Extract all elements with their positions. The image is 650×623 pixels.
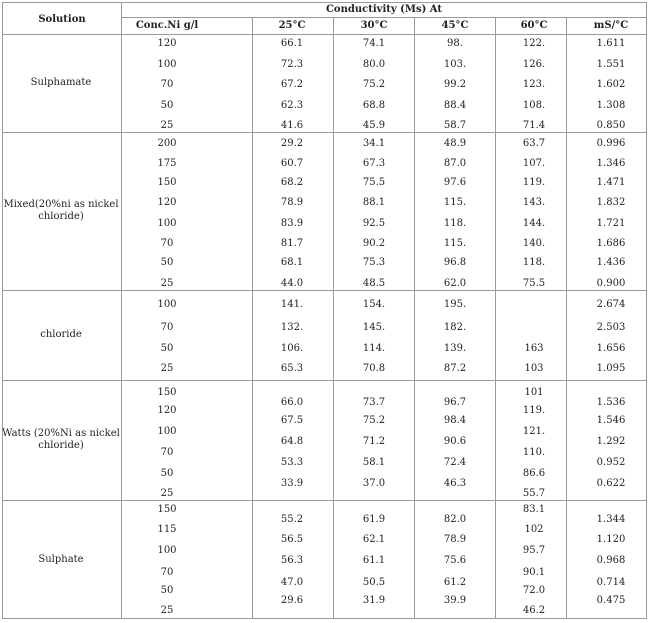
table-cell: 107. [522, 158, 546, 169]
table-cell: 1.611 [596, 38, 626, 49]
table-cell: 88.1 [362, 197, 386, 208]
table-cell: 200 [157, 138, 177, 149]
table-cell: 96.8 [443, 257, 467, 268]
table-cell: 140. [522, 238, 546, 249]
table-cell: 100 [157, 545, 177, 556]
table-cell: 68.2 [280, 177, 304, 188]
table-cell: 86.6 [522, 468, 546, 479]
table-cell: 83.9 [280, 218, 304, 229]
table-cell: 70 [160, 322, 174, 333]
table-cell: 92.5 [362, 218, 386, 229]
table-cell: 1.602 [596, 79, 626, 90]
table-cell: 101 [524, 387, 544, 398]
table-cell: 0.968 [596, 555, 626, 566]
table-cell: 2.674 [596, 299, 626, 310]
table-cell: 75.6 [443, 555, 467, 566]
solution-name: Sulphate [38, 554, 84, 565]
table-cell: 118. [443, 218, 467, 229]
table-cell: 1.095 [596, 363, 626, 374]
table-cell: 72.4 [443, 457, 467, 468]
table-border-top [2, 2, 647, 3]
table-cell: 68.8 [362, 100, 386, 111]
table-cell: 31.9 [362, 595, 386, 606]
header-column: 25°C [278, 20, 306, 31]
table-cell: 154. [362, 299, 386, 310]
table-cell: 108. [522, 100, 546, 111]
table-cell: 100 [157, 299, 177, 310]
table-cell: 126. [522, 59, 546, 70]
table-cell: 1.721 [596, 218, 626, 229]
table-cell: 82.0 [443, 514, 467, 525]
table-cell: 1.346 [596, 158, 626, 169]
conductivity-table [2, 2, 647, 619]
table-cell: 1.656 [596, 343, 626, 354]
table-cell: 75.3 [362, 257, 386, 268]
table-cell: 70 [160, 567, 174, 578]
table-cell: 1.536 [596, 397, 626, 408]
table-cell: 1.436 [596, 257, 626, 268]
table-cell: 25 [160, 363, 174, 374]
table-cell: 87.2 [443, 363, 467, 374]
table-cell: 88.4 [443, 100, 467, 111]
solution-name: Mixed(20%ni as nickel chloride) [3, 199, 119, 222]
table-cell: 75.5 [362, 177, 386, 188]
table-cell: 90.6 [443, 436, 467, 447]
table-cell: 145. [362, 322, 386, 333]
table-cell: 46.2 [522, 605, 546, 616]
table-cell: 66.1 [280, 38, 304, 49]
header-subline [121, 17, 647, 18]
table-cell: 63.7 [522, 138, 546, 149]
table-cell: 60.7 [280, 158, 304, 169]
table-cell: 29.2 [280, 138, 304, 149]
table-cell: 70 [160, 79, 174, 90]
table-cell: 0.475 [596, 595, 626, 606]
table-cell: 119. [522, 405, 546, 416]
table-cell: 67.5 [280, 415, 304, 426]
table-cell: 115. [443, 238, 467, 249]
table-cell: 46.3 [443, 478, 467, 489]
table-cell: 50 [160, 468, 174, 479]
header-bottom-rule [2, 34, 647, 35]
table-cell: 120 [157, 38, 177, 49]
table-cell: 48.9 [443, 138, 467, 149]
table-cell: 50 [160, 100, 174, 111]
table-cell: 110. [522, 447, 546, 458]
table-cell: 163 [524, 343, 544, 354]
table-cell: 1.832 [596, 197, 626, 208]
table-cell: 132. [280, 322, 304, 333]
table-cell: 25 [160, 120, 174, 131]
table-cell: 90.1 [522, 567, 546, 578]
table-cell: 150 [157, 177, 177, 188]
table-cell: 143. [522, 197, 546, 208]
table-cell: 48.5 [362, 278, 386, 289]
table-cell: 67.2 [280, 79, 304, 90]
table-cell: 78.9 [443, 534, 467, 545]
table-cell: 96.7 [443, 397, 467, 408]
header-column: Conc.Ni g/l [135, 20, 199, 31]
table-cell: 33.9 [280, 478, 304, 489]
solution-name: chloride [40, 329, 82, 340]
table-cell: 150 [157, 387, 177, 398]
table-cell: 120 [157, 405, 177, 416]
table-cell: 72.3 [280, 59, 304, 70]
table-cell: 0.952 [596, 457, 626, 468]
group-divider [2, 380, 647, 381]
table-border-bottom [2, 618, 647, 619]
table-cell: 73.7 [362, 397, 386, 408]
table-cell: 41.6 [280, 120, 304, 131]
table-cell: 1.308 [596, 100, 626, 111]
table-cell: 25 [160, 278, 174, 289]
table-cell: 70 [160, 447, 174, 458]
column-divider [566, 17, 567, 619]
table-cell: 100 [157, 426, 177, 437]
table-cell: 39.9 [443, 595, 467, 606]
table-cell: 70 [160, 238, 174, 249]
table-cell: 106. [280, 343, 304, 354]
table-cell: 1.551 [596, 59, 626, 70]
header-solution: Solution [38, 14, 86, 25]
table-cell: 1.686 [596, 238, 626, 249]
table-cell: 144. [522, 218, 546, 229]
column-divider [333, 17, 334, 619]
group-divider [2, 132, 647, 133]
table-cell: 150 [157, 504, 177, 515]
table-cell: 102 [524, 524, 544, 535]
table-cell: 75.5 [522, 278, 546, 289]
table-cell: 62.1 [362, 534, 386, 545]
table-cell: 100 [157, 218, 177, 229]
table-cell: 98. [447, 38, 463, 49]
table-cell: 61.9 [362, 514, 386, 525]
column-divider [414, 17, 415, 619]
table-cell: 175 [157, 158, 177, 169]
header-column: mS/°C [593, 20, 629, 31]
table-cell: 81.7 [280, 238, 304, 249]
table-cell: 55.7 [522, 488, 546, 499]
header-group-title: Conductivity (Ms) At [325, 4, 443, 15]
table-cell: 64.8 [280, 436, 304, 447]
table-cell: 0.900 [596, 278, 626, 289]
table-cell: 0.850 [596, 120, 626, 131]
group-divider [2, 500, 647, 501]
table-cell: 55.2 [280, 514, 304, 525]
table-cell: 118. [522, 257, 546, 268]
table-cell: 50 [160, 585, 174, 596]
table-cell: 34.1 [362, 138, 386, 149]
table-cell: 115. [443, 197, 467, 208]
table-cell: 195. [443, 299, 467, 310]
table-cell: 44.0 [280, 278, 304, 289]
table-cell: 50.5 [362, 577, 386, 588]
table-cell: 122. [522, 38, 546, 49]
solution-name: Watts (20%Ni as nickel chloride) [2, 428, 120, 451]
table-cell: 98.4 [443, 415, 467, 426]
table-cell: 70.8 [362, 363, 386, 374]
header-column: 45°C [441, 20, 469, 31]
column-divider [252, 17, 253, 619]
header-column: 30°C [360, 20, 388, 31]
table-cell: 2.503 [596, 322, 626, 333]
table-cell: 99.2 [443, 79, 467, 90]
table-cell: 115 [157, 524, 177, 535]
table-cell: 103. [443, 59, 467, 70]
table-cell: 56.3 [280, 555, 304, 566]
table-cell: 29.6 [280, 595, 304, 606]
table-cell: 66.0 [280, 397, 304, 408]
solution-name: Sulphamate [30, 77, 92, 88]
table-cell: 182. [443, 322, 467, 333]
column-divider [121, 2, 122, 619]
table-cell: 139. [443, 343, 467, 354]
table-cell: 141. [280, 299, 304, 310]
table-cell: 90.2 [362, 238, 386, 249]
table-cell: 1.471 [596, 177, 626, 188]
table-cell: 75.2 [362, 79, 386, 90]
table-cell: 119. [522, 177, 546, 188]
table-cell: 1.120 [596, 534, 626, 545]
table-cell: 74.1 [362, 38, 386, 49]
table-cell: 1.546 [596, 415, 626, 426]
table-cell: 62.3 [280, 100, 304, 111]
table-cell: 61.2 [443, 577, 467, 588]
table-cell: 97.6 [443, 177, 467, 188]
table-cell: 78.9 [280, 197, 304, 208]
table-cell: 68.1 [280, 257, 304, 268]
table-cell: 114. [362, 343, 386, 354]
table-cell: 1.344 [596, 514, 626, 525]
table-cell: 75.2 [362, 415, 386, 426]
table-cell: 45.9 [362, 120, 386, 131]
table-cell: 62.0 [443, 278, 467, 289]
table-cell: 0.622 [596, 478, 626, 489]
table-cell: 123. [522, 79, 546, 90]
header-column: 60°C [520, 20, 548, 31]
table-cell: 121. [522, 426, 546, 437]
table-cell: 0.714 [596, 577, 626, 588]
table-cell: 50 [160, 343, 174, 354]
table-cell: 25 [160, 605, 174, 616]
table-cell: 67.3 [362, 158, 386, 169]
table-cell: 37.0 [362, 478, 386, 489]
table-cell: 100 [157, 59, 177, 70]
table-cell: 47.0 [280, 577, 304, 588]
table-border-side [2, 2, 3, 619]
table-cell: 1.292 [596, 436, 626, 447]
table-cell: 53.3 [280, 457, 304, 468]
group-divider [2, 290, 647, 291]
table-cell: 56.5 [280, 534, 304, 545]
table-cell: 95.7 [522, 545, 546, 556]
table-cell: 50 [160, 257, 174, 268]
table-border-side [646, 2, 647, 619]
column-divider [495, 17, 496, 619]
table-cell: 65.3 [280, 363, 304, 374]
table-cell: 120 [157, 197, 177, 208]
table-cell: 80.0 [362, 59, 386, 70]
table-cell: 0.996 [596, 138, 626, 149]
table-cell: 71.2 [362, 436, 386, 447]
table-cell: 25 [160, 488, 174, 499]
table-cell: 71.4 [522, 120, 546, 131]
table-cell: 103 [524, 363, 544, 374]
table-cell: 58.1 [362, 457, 386, 468]
table-cell: 72.0 [522, 585, 546, 596]
table-cell: 83.1 [522, 504, 546, 515]
table-cell: 61.1 [362, 555, 386, 566]
table-cell: 58.7 [443, 120, 467, 131]
table-cell: 87.0 [443, 158, 467, 169]
